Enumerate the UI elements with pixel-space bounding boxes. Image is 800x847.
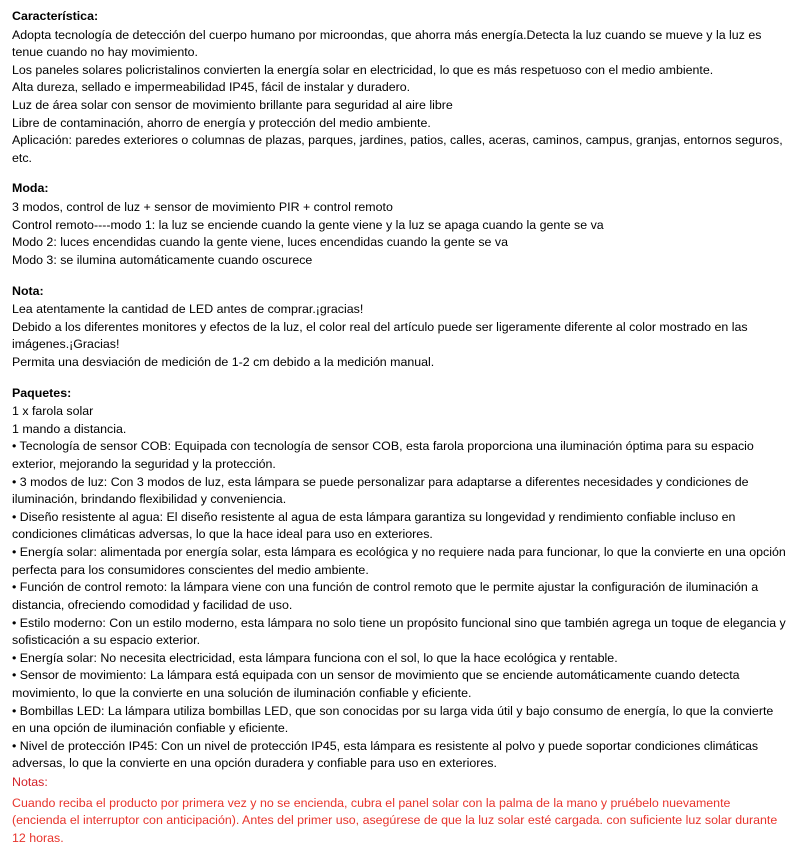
bullet-item: • Energía solar: alimentada por energía solar, esta lámpara es ecológica y no requiere nada para funcionar, lo que la convierte en una opción perfecta para los consumidores conscientes del medio ambiente. [12, 545, 786, 577]
paragraph: Lea atentamente la cantidad de LED antes de comprar.¡gracias! [12, 302, 364, 317]
paragraph: Modo 2: luces encendidas cuando la gente viene, luces encendidas cuando la gente se va [12, 235, 508, 250]
paragraph: Modo 3: se ilumina automáticamente cuando oscurece [12, 252, 313, 267]
paragraph: Los paneles solares policristalinos convierten la energía solar en electricidad, lo que es más respetuoso con el medio ambiente. [12, 62, 714, 77]
bullet-item: • 3 modos de luz: Con 3 modos de luz, esta lámpara se puede personalizar para adaptarse a diferentes necesidades y condiciones de iluminación, brindando flexibilidad y conveniencia. [12, 474, 749, 507]
paragraph: Permita una desviación de medición de 1-2 cm debido a la medición manual. [12, 354, 435, 369]
section-spacer [12, 270, 788, 283]
paragraph: 1 mando a distancia. [12, 421, 127, 436]
bullet-item: • Diseño resistente al agua: El diseño resistente al agua de esta lámpara garantiza su longevidad y rendimiento confiable incluso en condiciones climáticas adversas, lo que la hace ideal para uso en exteriores. [12, 509, 736, 542]
bullet-item: • Energía solar: No necesita electricidad, esta lámpara funciona con el sol, lo que la hace ecológica y rentable. [12, 650, 618, 665]
paragraph: 1 x farola solar [12, 404, 94, 419]
section-caracteristica [12, 8, 788, 167]
paragraph: Alta dureza, sellado e impermeabilidad IP45, fácil de instalar y duradero. [12, 80, 411, 95]
section-heading: Moda: [12, 181, 49, 196]
bullet-item: • Estilo moderno: Con un estilo moderno, esta lámpara no solo tiene un propósito funcional sino que también agrega un toque de elegancia y sofisticación a su espacio exterior. [12, 615, 786, 648]
section-nota [12, 283, 788, 372]
section-spacer [12, 167, 788, 180]
bullet-item: • Sensor de movimiento: La lámpara está equipada con un sensor de movimiento que se enciende automáticamente cuando detecta movimiento, lo que la convierte en una solución de iluminación confiable y eficiente. [12, 668, 740, 700]
notas-label: Notas: [12, 774, 48, 789]
paragraph: Adopta tecnología de detección del cuerpo humano por microondas, que ahorra más energía.Detecta la luz cuando se mueve y la luz es tenue cuando no hay movimiento. [12, 27, 762, 60]
paragraph: Luz de área solar con sensor de movimiento brillante para seguridad al aire libre [12, 98, 453, 113]
warning-text: Cuando reciba el producto por primera vez y no se encienda, cubra el panel solar con la palma de la mano y pruébelo nuevamente (encienda el interruptor con anticipación). Antes del primer uso, asegúrese de que la luz solar esté cargada. con suficiente luz solar durante 12 horas. [12, 795, 778, 845]
paragraph: Control remoto----modo 1: la luz se enciende cuando la gente viene y la luz se apaga cuando la gente se va [12, 217, 604, 232]
section-heading: Nota: [12, 283, 44, 298]
section-spacer [12, 372, 788, 385]
bullet-item: • Tecnología de sensor COB: Equipada con tecnología de sensor COB, esta farola proporciona una iluminación óptima para su espacio exterior, mejorando la seguridad y la protección. [12, 439, 754, 472]
bullet-item: • Bombillas LED: La lámpara utiliza bombillas LED, que son conocidas por su larga vida útil y bajo consumo de energía, lo que la convierte en una opción de iluminación confiable y eficiente. [12, 703, 774, 736]
bullet-item: • Nivel de protección IP45: Con un nivel de protección IP45, esta lámpara es resistente al polvo y puede soportar condiciones climáticas adversas, lo que la convierte en una opción duradera y confiable para uso en exteriores. [12, 738, 759, 771]
section-moda [12, 180, 788, 269]
section-heading: Paquetes: [12, 385, 72, 400]
paragraph: 3 modos, control de luz + sensor de movimiento PIR + control remoto [12, 200, 393, 215]
paragraph: Aplicación: paredes exteriores o columnas de plazas, parques, jardines, patios, calles, aceras, caminos, campus, granjas, entornos seguros, etc. [12, 133, 783, 165]
section-paquetes [12, 385, 788, 773]
bullet-item: • Función de control remoto: la lámpara viene con una función de control remoto que le permite ajustar la configuración de iluminación a distancia, ofreciendo comodidad y facilidad de uso. [12, 580, 759, 612]
paragraph: Libre de contaminación, ahorro de energía y protección del medio ambiente. [12, 115, 431, 130]
paragraph: Debido a los diferentes monitores y efectos de la luz, el color real del artículo puede ser ligeramente diferente al color mostrado en las imágenes.¡Gracias! [12, 319, 748, 352]
section-heading: Característica: [12, 9, 99, 23]
